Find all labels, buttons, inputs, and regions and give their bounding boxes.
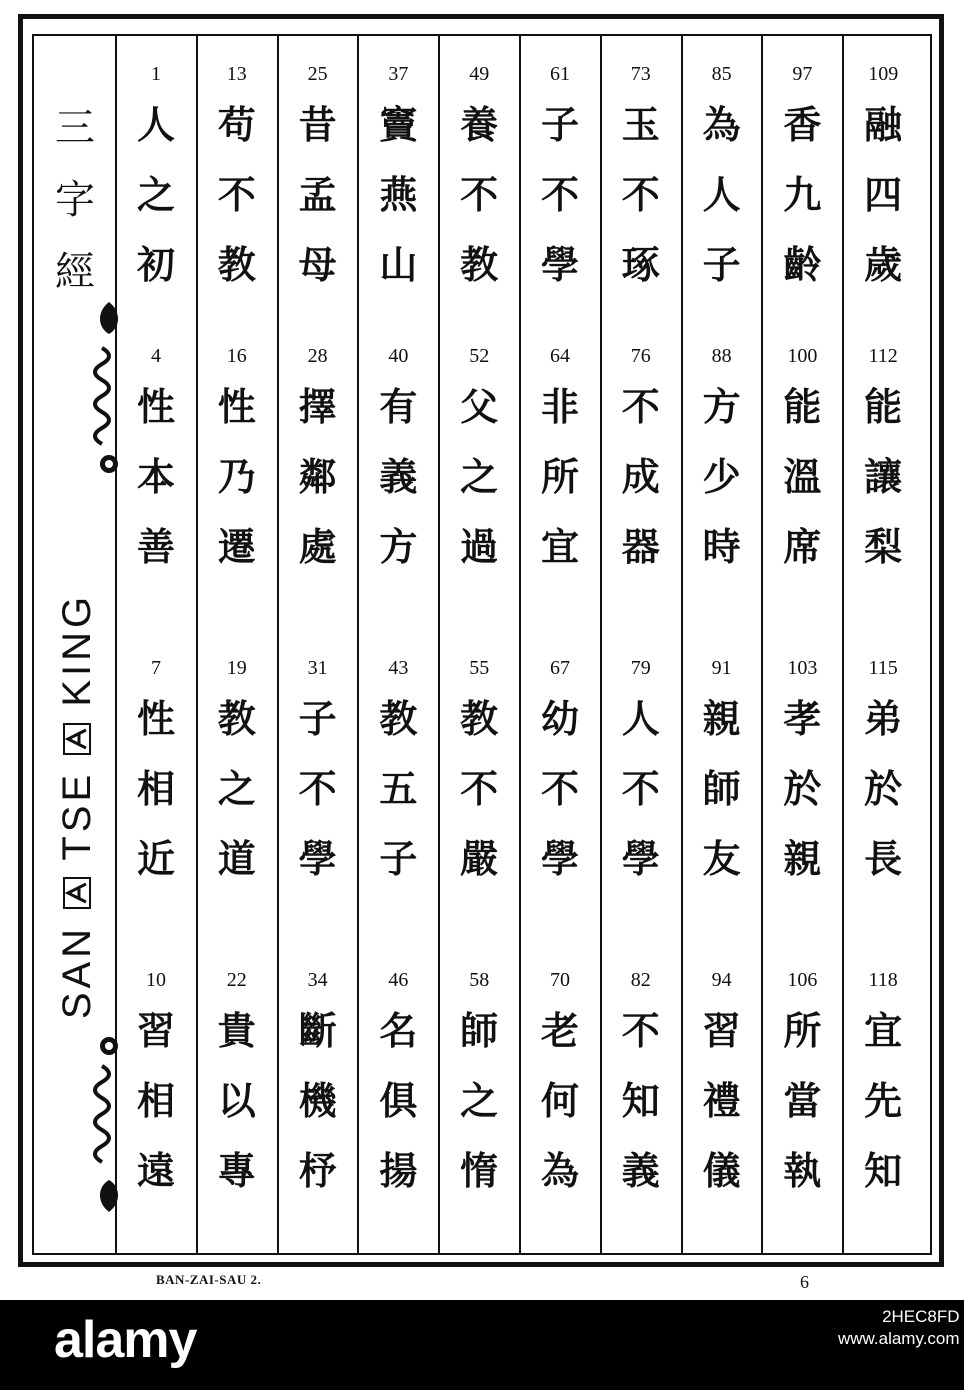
verse-char: 斷: [298, 1009, 337, 1053]
verse-char: 學: [298, 837, 337, 881]
verse-char: 宜: [864, 1009, 903, 1053]
verse-char: 先: [864, 1079, 903, 1123]
verse-number: 88: [711, 345, 732, 367]
verse-char: 融: [864, 103, 903, 147]
verse-char: 相: [136, 767, 175, 811]
verse-char: 性: [136, 385, 175, 429]
verse-char: 幼: [540, 697, 579, 741]
verse-number: 46: [388, 969, 409, 991]
verse-char: 於: [864, 767, 903, 811]
verse-char: 弟: [864, 697, 903, 741]
verse-number: 28: [307, 345, 328, 367]
verse-char: 琢: [621, 243, 660, 287]
verse-char: 為: [540, 1149, 579, 1193]
verse-char: 何: [540, 1079, 579, 1123]
column-divider: [842, 34, 844, 1255]
verse-char: 乃: [217, 455, 256, 499]
verse-char: 之: [460, 455, 499, 499]
verse-number: 55: [469, 657, 490, 679]
verse-char: 學: [621, 837, 660, 881]
verse-number: 25: [307, 63, 328, 85]
verse-char: 道: [217, 837, 256, 881]
verse-char: 初: [136, 243, 175, 287]
verse-char: 席: [783, 525, 822, 569]
title-char: 字: [55, 177, 95, 223]
verse-char: 宜: [540, 525, 579, 569]
verse-char: 方: [702, 385, 741, 429]
title-latin-part: TSE: [55, 770, 100, 861]
footer-signature: BAN-ZAI-SAU 2.: [156, 1272, 262, 1287]
column-divider: [357, 34, 359, 1255]
verse-number: 94: [711, 969, 732, 991]
verse-char: 不: [298, 767, 337, 811]
watermark-id: [838, 1306, 960, 1350]
verse-char: 執: [783, 1149, 822, 1193]
verse-char: 俱: [379, 1079, 418, 1123]
verse-char: 鄰: [298, 455, 337, 499]
verse-number: 118: [868, 969, 898, 991]
verse-char: 非: [540, 385, 579, 429]
verse-char: 教: [379, 697, 418, 741]
verse-number: 43: [388, 657, 409, 679]
verse-char: 不: [460, 767, 499, 811]
verse-char: 不: [540, 173, 579, 217]
verse-char: 九: [783, 173, 822, 217]
watermark-site: www.alamy.com: [838, 1329, 960, 1348]
verse-char: 所: [540, 455, 579, 499]
verse-char: 讓: [864, 455, 903, 499]
verse-char: 專: [217, 1149, 256, 1193]
verse-char: 竇: [379, 103, 418, 147]
column-divider: [681, 34, 683, 1255]
verse-number: 82: [630, 969, 651, 991]
verse-char: 香: [783, 103, 822, 147]
verse-number: 19: [226, 657, 247, 679]
verse-number: 7: [151, 657, 161, 679]
verse-char: 名: [379, 1009, 418, 1053]
verse-char: 玉: [621, 103, 660, 147]
verse-char: 之: [136, 173, 175, 217]
verse-number: 91: [711, 657, 732, 679]
verse-char: 貴: [217, 1009, 256, 1053]
verse-char: 杼: [298, 1149, 337, 1193]
watermark-image-id: 2HEC8FD: [882, 1307, 960, 1326]
watermark-logo: alamy: [54, 1311, 197, 1369]
column-divider: [277, 34, 279, 1255]
verse-number: 67: [550, 657, 570, 679]
verse-char: 能: [864, 385, 903, 429]
verse-char: 當: [783, 1079, 822, 1123]
verse-char: 師: [460, 1009, 499, 1053]
verse-char: 燕: [379, 173, 418, 217]
verse-char: 母: [298, 243, 337, 287]
verse-number: 106: [787, 969, 818, 991]
title-char: 三: [55, 105, 95, 151]
verse-char: 養: [460, 103, 499, 147]
verse-char: 惰: [460, 1149, 499, 1193]
verse-char: 不: [217, 173, 256, 217]
verse-number: 103: [787, 657, 818, 679]
verse-char: 性: [217, 385, 256, 429]
verse-number: 70: [550, 969, 570, 991]
verse-char: 父: [460, 385, 499, 429]
title-latin: [45, 426, 105, 1186]
verse-char: 人: [136, 103, 175, 147]
verse-char: 能: [783, 385, 822, 429]
verse-char: 孟: [298, 173, 337, 217]
verse-char: 有: [379, 385, 418, 429]
verse-number: 64: [550, 345, 570, 367]
verse-number: 73: [630, 63, 651, 85]
verse-char: 子: [540, 103, 579, 147]
verse-char: 方: [379, 525, 418, 569]
verse-char: 溫: [783, 455, 822, 499]
verse-char: 嚴: [460, 837, 499, 881]
verse-char: 歲: [864, 243, 903, 287]
verse-char: 不: [460, 173, 499, 217]
verse-char: 五: [379, 767, 418, 811]
column-divider: [115, 34, 117, 1255]
verse-char: 不: [621, 767, 660, 811]
verse-number: 58: [469, 969, 490, 991]
verse-number: 13: [226, 63, 247, 85]
verse-char: 習: [136, 1009, 175, 1053]
verse-char: 近: [136, 837, 175, 881]
verse-char: 親: [783, 837, 822, 881]
verse-char: 學: [540, 837, 579, 881]
verse-char: 義: [621, 1149, 660, 1193]
verse-char: 友: [702, 837, 741, 881]
title-latin-part: SAN: [55, 924, 100, 1020]
verse-char: 揚: [379, 1149, 418, 1193]
verse-number: 61: [550, 63, 570, 85]
verse-char: 教: [460, 697, 499, 741]
verse-char: 擇: [298, 385, 337, 429]
verse-char: 義: [379, 455, 418, 499]
verse-number: 37: [388, 63, 409, 85]
verse-char: 不: [621, 385, 660, 429]
verse-char: 師: [702, 767, 741, 811]
verse-char: 不: [621, 1009, 660, 1053]
page-number: 6: [800, 1272, 809, 1292]
verse-number: 115: [868, 657, 898, 679]
verse-number: 1: [151, 63, 161, 85]
verse-char: 梨: [864, 525, 903, 569]
verse-char: 人: [621, 697, 660, 741]
column-divider: [196, 34, 198, 1255]
verse-char: 四: [864, 173, 903, 217]
verse-char: 本: [136, 455, 175, 499]
verse-char: 山: [379, 243, 418, 287]
title-latin-part: KING: [55, 592, 100, 707]
verse-char: 子: [702, 243, 741, 287]
verse-char: 親: [702, 697, 741, 741]
verse-number: 112: [868, 345, 898, 367]
verse-number: 85: [711, 63, 732, 85]
verse-char: 相: [136, 1079, 175, 1123]
verse-char: 老: [540, 1009, 579, 1053]
column-divider: [519, 34, 521, 1255]
verse-char: 教: [460, 243, 499, 287]
verse-char: 處: [298, 525, 337, 569]
title-column: [34, 36, 116, 1253]
verse-char: 於: [783, 767, 822, 811]
verse-char: 教: [217, 243, 256, 287]
verse-number: 100: [787, 345, 818, 367]
verse-char: 教: [217, 697, 256, 741]
verse-char: 善: [136, 525, 175, 569]
verse-char: 過: [460, 525, 499, 569]
verse-char: 人: [702, 173, 741, 217]
column-divider: [761, 34, 763, 1255]
verse-char: 為: [702, 103, 741, 147]
verse-number: 76: [630, 345, 651, 367]
verse-number: 52: [469, 345, 490, 367]
verse-char: 遷: [217, 525, 256, 569]
verse-char: 之: [217, 767, 256, 811]
verse-char: 所: [783, 1009, 822, 1053]
verse-char: 遠: [136, 1149, 175, 1193]
verse-number: 10: [146, 969, 166, 991]
verse-char: 孝: [783, 697, 822, 741]
verse-char: 器: [621, 525, 660, 569]
inner-border: [32, 34, 932, 1255]
verse-char: 時: [702, 525, 741, 569]
column-divider: [600, 34, 602, 1255]
verse-number: 79: [630, 657, 651, 679]
verse-char: 昔: [298, 103, 337, 147]
verse-char: 機: [298, 1079, 337, 1123]
verse-number: 49: [469, 63, 490, 85]
verse-number: 109: [868, 63, 899, 85]
verse-char: 知: [864, 1149, 903, 1193]
verse-number: 97: [792, 63, 813, 85]
verse-number: 40: [388, 345, 409, 367]
verse-char: 子: [298, 697, 337, 741]
ornament-icon: [62, 722, 92, 756]
verse-char: 習: [702, 1009, 741, 1053]
verse-number: 22: [226, 969, 247, 991]
verse-char: 禮: [702, 1079, 741, 1123]
verse-char: 學: [540, 243, 579, 287]
verse-char: 以: [217, 1079, 256, 1123]
verse-char: 少: [702, 455, 741, 499]
verse-number: 31: [307, 657, 328, 679]
verse-char: 苟: [217, 103, 256, 147]
verse-number: 34: [307, 969, 328, 991]
title-char: 經: [55, 249, 95, 295]
verse-char: 儀: [702, 1149, 741, 1193]
verse-char: 知: [621, 1079, 660, 1123]
verse-char: 子: [379, 837, 418, 881]
verse-number: 16: [226, 345, 247, 367]
verse-char: 不: [540, 767, 579, 811]
column-divider: [438, 34, 440, 1255]
verse-char: 不: [621, 173, 660, 217]
verse-char: 長: [864, 837, 903, 881]
verse-number: 4: [151, 345, 161, 367]
verse-char: 成: [621, 455, 660, 499]
ornament-icon: [62, 876, 92, 910]
verse-char: 性: [136, 697, 175, 741]
verse-char: 齡: [783, 243, 822, 287]
verse-char: 之: [460, 1079, 499, 1123]
